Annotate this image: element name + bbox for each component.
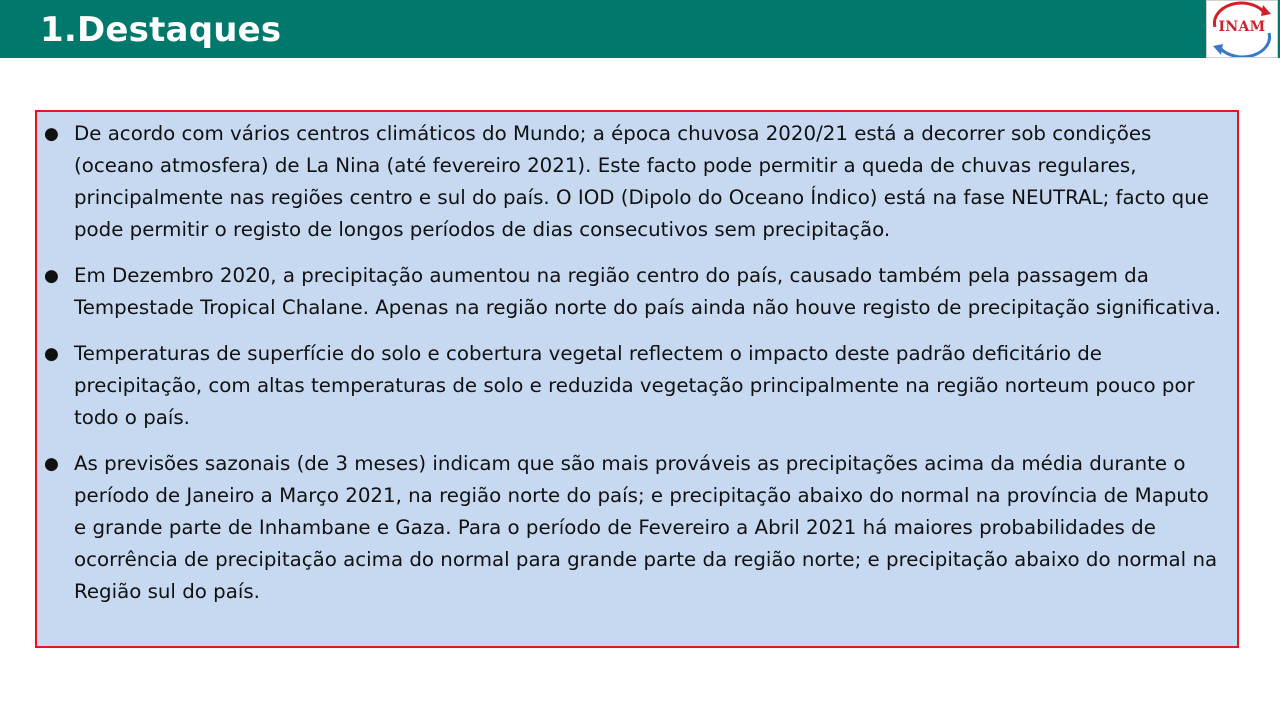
bullet-text: Em Dezembro 2020, a precipitação aumentou na região centro do país, causado também pela passagem da Tempestade Tropical Chalane. Apenas na região norte do país ainda não houve registo de precipitação significativa. — [74, 264, 1222, 319]
list-item — [37, 260, 1237, 324]
bullet-icon: ● — [44, 266, 59, 286]
bullet-icon: ● — [44, 124, 59, 144]
highlights-list — [37, 118, 1237, 622]
bullet-icon: ● — [44, 454, 59, 474]
logo-label: INAM — [1218, 19, 1266, 35]
list-item — [37, 448, 1237, 608]
slide-title: 1.Destaques — [40, 10, 282, 50]
highlights-box — [35, 110, 1239, 648]
title-bar — [0, 0, 1280, 58]
inam-logo — [1206, 0, 1278, 58]
bullet-text: As previsões sazonais (de 3 meses) indicam que são mais prováveis as precipitações acima da média durante o período de Janeiro a Março 2021, na região norte do país; e precipitação abaixo do normal na província de Maputo e grande parte de Inhambane e Gaza. Para o período de Fevereiro a Abril 2021 há maiores probabilidades de ocorrência de precipitação acima do normal para grande parte da região norte; e precipitação abaixo do normal na Região sul do país. — [74, 452, 1218, 603]
bullet-text: Temperaturas de superfície do solo e cobertura vegetal reflectem o impacto deste padrão deficitário de precipitação, com altas temperaturas de solo e reduzida vegetação principalmente na região norteum pouco por todo o país. — [74, 342, 1195, 429]
list-item — [37, 118, 1237, 246]
list-item — [37, 338, 1237, 434]
bullet-text: De acordo com vários centros climáticos do Mundo; a época chuvosa 2020/21 está a decorrer sob condições (oceano atmosfera) de La Nina (até fevereiro 2021). Este facto pode permitir a queda de chuvas regulares, principalmente nas regiões centro e sul do país. O IOD (Dipolo do Oceano Índico) está na fase NEUTRAL; facto que pode permitir o registo de longos períodos de dias consecutivos sem precipitação. — [74, 122, 1209, 241]
bullet-icon: ● — [44, 344, 59, 364]
